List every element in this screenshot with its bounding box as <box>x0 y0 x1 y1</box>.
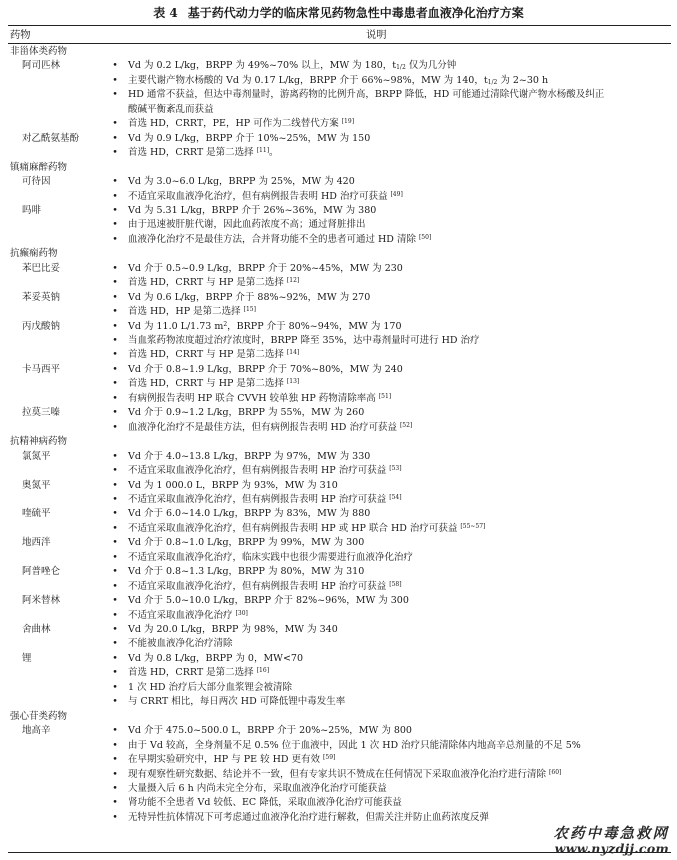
table-row <box>8 392 671 405</box>
note-text: 由于迅速被肝脏代谢，因此血药浓度不高；通过肾脏排出 <box>128 219 366 231</box>
drug-name: 苯巴比妥 <box>22 262 61 274</box>
table-row <box>8 594 671 607</box>
table-row <box>8 334 671 347</box>
bullet-icon: • <box>112 407 118 419</box>
note-text: 首选 HD，CRRT 与 HP 是第二选择 [12] <box>128 277 300 289</box>
table-row <box>8 175 671 188</box>
note-text: 无特异性抗体情况下可考虑通过血液净化治疗进行解救，但需关注并防止血药浓度反弹 <box>128 811 490 823</box>
drug-name: 可待因 <box>22 176 51 188</box>
top-rule <box>8 25 671 26</box>
note-text: Vd 介于 6.0~14.0 L/kg，BRPP 为 83%，MW 为 880 <box>128 508 371 520</box>
table-row <box>8 522 671 535</box>
table-row <box>8 739 671 752</box>
bullet-icon: • <box>112 291 118 303</box>
bullet-icon: • <box>112 551 118 563</box>
bullet-icon: • <box>112 508 118 520</box>
table-row <box>8 565 671 578</box>
note-text: 不能被血液净化治疗清除 <box>128 638 233 650</box>
note-text: 首选 HD，CRRT 是第二选择 [16] <box>128 667 270 679</box>
header-description: 说明 <box>366 29 387 41</box>
table-row <box>8 146 671 159</box>
header-drug: 药物 <box>10 29 31 41</box>
bullet-icon: • <box>112 609 118 621</box>
bullet-icon: • <box>112 60 118 72</box>
drug-name: 苯妥英钠 <box>22 291 61 303</box>
table-row <box>8 348 671 361</box>
drug-name: 地高辛 <box>22 725 51 737</box>
table-row <box>8 753 671 766</box>
table-row <box>8 421 671 434</box>
note-text: Vd 为 0.2 L/kg，BRPP 为 49%~70% 以上，MW 为 180，$t_{1/2}$ 仅为几分钟 <box>128 60 457 72</box>
note-text: Vd 为 0.6 L/kg，BRPP 介于 88%~92%，MW 为 270 <box>128 291 371 303</box>
category-row <box>8 710 671 723</box>
note-text: 不适宜采取血液净化治疗 [30] <box>128 609 248 621</box>
note-text: Vd 介于 0.8~1.3 L/kg，BRPP 为 80%，MW 为 310 <box>128 566 365 578</box>
table-row <box>8 320 671 333</box>
bullet-icon: • <box>112 465 118 477</box>
table-row <box>8 724 671 737</box>
bullet-icon: • <box>112 450 118 462</box>
drug-category: 抗癫痫药物 <box>10 248 58 260</box>
drug-name: 卡马西平 <box>22 363 61 375</box>
note-text: 由于 Vd 较高，全身剂量不足 0.5% 位于血液中，因此 1 次 HD 治疗只能清除体内地高辛总剂量的不足 5% <box>128 739 581 751</box>
note-text: 1 次 HD 治疗后大部分血浆锂会被清除 <box>128 681 293 693</box>
drug-name: 奥氮平 <box>22 479 51 491</box>
note-text: 大量摄入后 6 h 内尚未完全分布，采取血液净化治疗可能获益 <box>128 782 387 794</box>
drug-name: 喹硫平 <box>22 508 51 520</box>
note-text: 现有观察性研究数据、结论并不一致，但有专家共识不赞成在任何情况下采取血液净化治疗进行清除 [60] <box>128 768 562 780</box>
note-text: Vd 为 3.0~6.0 L/kg，BRPP 为 25%，MW 为 420 <box>128 176 355 188</box>
bullet-icon: • <box>112 768 118 780</box>
drug-name: 对乙酰氨基酚 <box>22 132 80 144</box>
table-row <box>8 796 671 809</box>
table-row <box>8 132 671 145</box>
bullet-icon: • <box>112 74 118 86</box>
bullet-icon: • <box>112 320 118 332</box>
table-row <box>8 768 671 781</box>
bullet-icon: • <box>112 147 118 159</box>
note-text: Vd 介于 0.5~0.9 L/kg，BRPP 介于 20%~45%，MW 为 230 <box>128 262 403 274</box>
table-title <box>0 4 677 21</box>
category-row <box>8 247 671 260</box>
bullet-icon: • <box>112 421 118 433</box>
table-row <box>8 117 671 130</box>
bullet-icon: • <box>112 681 118 693</box>
drug-name: 阿米替林 <box>22 595 61 607</box>
note-text: 血液净化治疗不是最佳方法，合并肾功能不全的患者可通过 HD 清除 [50] <box>128 233 432 245</box>
note-text: HD 通常不获益，但达中毒剂量时，游离药物的比例升高，BRPP 降低，HD 可能通过清除代谢产物水杨酸及纠正 <box>128 89 605 101</box>
table-row <box>8 637 671 650</box>
table-row <box>8 190 671 203</box>
table-row <box>8 464 671 477</box>
bullet-icon: • <box>112 595 118 607</box>
note-text: Vd 为 1 000.0 L，BRPP 为 93%，MW 为 310 <box>128 479 338 491</box>
bullet-icon: • <box>112 306 118 318</box>
note-text: Vd 介于 475.0~500.0 L，BRPP 介于 20%~25%，MW 为 800 <box>128 725 412 737</box>
note-text: 不适宜采取血液净化治疗，但有病例报告表明 HP 治疗可获益 [53] <box>128 465 402 477</box>
drug-name: 丙戊酸钠 <box>22 320 61 332</box>
header-rule <box>8 43 671 44</box>
bullet-icon: • <box>112 262 118 274</box>
bullet-icon: • <box>112 233 118 245</box>
table-row <box>8 493 671 506</box>
table-row <box>8 233 671 246</box>
bullet-icon: • <box>112 204 118 216</box>
table-row <box>8 695 671 708</box>
note-text: Vd 介于 0.8~1.9 L/kg，BRPP 介于 70%~80%，MW 为 240 <box>128 363 403 375</box>
bullet-icon: • <box>112 725 118 737</box>
drug-name: 地西泮 <box>22 537 51 549</box>
note-text: 酸碱平衡紊乱而获益 <box>128 103 214 115</box>
drug-name: 锂 <box>22 652 32 664</box>
table-row <box>8 609 671 622</box>
drug-category: 非甾体类药物 <box>10 46 68 57</box>
bullet-icon: • <box>112 363 118 375</box>
bullet-icon: • <box>112 811 118 823</box>
table-row <box>8 652 671 665</box>
bullet-icon: • <box>112 335 118 346</box>
drug-name: 阿普唑仑 <box>22 566 61 578</box>
note-text: Vd 为 20.0 L/kg，BRPP 为 98%，MW 为 340 <box>128 624 338 635</box>
table-row <box>8 276 671 289</box>
table-number: 表 4 <box>153 6 178 20</box>
table-row <box>8 623 671 636</box>
bullet-icon: • <box>112 652 118 664</box>
table-row <box>8 580 671 593</box>
bullet-icon: • <box>112 89 118 101</box>
note-text: 首选 HD，CRRT 与 HP 是第二选择 [14] <box>128 349 300 361</box>
table-row <box>8 291 671 304</box>
drug-name: 阿司匹林 <box>22 60 61 72</box>
table-row <box>8 536 671 549</box>
category-row <box>8 435 671 448</box>
table-row <box>8 103 671 116</box>
table-row <box>8 204 671 217</box>
note-text: Vd 介于 5.0~10.0 L/kg，BRPP 介于 82%~96%，MW 为 300 <box>128 595 409 607</box>
bullet-icon: • <box>112 754 118 766</box>
table-row <box>8 363 671 376</box>
note-text: Vd 为 0.8 L/kg，BRPP 为 0，MW<70 <box>128 652 303 664</box>
table-row <box>8 479 671 492</box>
note-text: 主要代谢产物水杨酸的 Vd 为 0.17 L/kg，BRPP 介于 66%~98%，MW 为 140，$t_{1/2}$ 为 2~30 h <box>128 74 549 86</box>
note-text: 不适宜采取血液净化治疗，但有病例报告表明 HD 治疗可获益 [49] <box>128 190 403 202</box>
drug-category: 强心苷类药物 <box>10 710 68 722</box>
table-row <box>8 305 671 318</box>
table-row <box>8 406 671 419</box>
bullet-icon: • <box>112 493 118 505</box>
bullet-icon: • <box>112 132 118 144</box>
table-row <box>8 377 671 390</box>
note-text: 首选 HD，CRRT 与 HP 是第二选择 [13] <box>128 378 300 390</box>
bullet-icon: • <box>112 638 118 650</box>
note-text: 首选 HD，HP 是第二选择 [15] <box>128 306 256 318</box>
drug-category: 抗精神病药物 <box>10 436 68 448</box>
note-text: 不适宜采取血液净化治疗，但有病例报告表明 HP 治疗可获益 [54] <box>128 493 402 505</box>
bullet-icon: • <box>112 667 118 679</box>
bullet-icon: • <box>112 349 118 361</box>
drug-name: 拉莫三嗪 <box>22 407 61 419</box>
table-row <box>8 507 671 520</box>
table-row <box>8 551 671 564</box>
table-row <box>8 74 671 87</box>
bullet-icon: • <box>112 176 118 188</box>
bullet-icon: • <box>112 797 118 809</box>
bullet-icon: • <box>112 479 118 491</box>
note-text: 不适宜采取血液净化治疗，临床实践中也很少需要进行血液净化治疗 <box>128 551 414 563</box>
note-text: 在早期实验研究中，HP 与 PE 较 HD 更有效 [59] <box>128 754 336 766</box>
table-row <box>8 88 671 101</box>
bullet-icon: • <box>112 624 118 635</box>
bullet-icon: • <box>112 190 118 202</box>
table-row <box>8 450 671 463</box>
note-text: Vd 介于 0.8~1.0 L/kg，BRPP 为 99%，MW 为 300 <box>128 537 365 549</box>
table-row <box>8 681 671 694</box>
note-text: 与 CRRT 相比，每日两次 HD 可降低锂中毒发生率 <box>128 696 346 708</box>
table-row <box>8 59 671 72</box>
note-text: Vd 介于 0.9~1.2 L/kg，BRPP 为 55%，MW 为 260 <box>128 407 365 419</box>
bullet-icon: • <box>112 696 118 708</box>
bullet-icon: • <box>112 118 118 130</box>
bullet-icon: • <box>112 392 118 404</box>
note-text: Vd 介于 4.0~13.8 L/kg，BRPP 为 97%，MW 为 330 <box>128 450 371 462</box>
note-text: 首选 HD，CRRT 是第二选择 [11]。 <box>128 147 279 159</box>
drug-name: 氯氮平 <box>22 450 51 462</box>
note-text: 肾功能不全患者 Vd 较低、EC 降低，采取血液净化治疗可能获益 <box>128 797 402 809</box>
bullet-icon: • <box>112 782 118 794</box>
note-text: 不适宜采取血液净化治疗，但有病例报告表明 HP 治疗可获益 [58] <box>128 580 402 592</box>
note-text: Vd 为 5.31 L/kg，BRPP 介于 26%~36%，MW 为 380 <box>128 204 377 216</box>
table-row <box>8 218 671 231</box>
table-row <box>8 262 671 275</box>
note-text: Vd 为 0.9 L/kg，BRPP 介于 10%~25%，MW 为 150 <box>128 132 371 144</box>
table-row <box>8 811 671 824</box>
note-text: Vd 为 11.0 L/1.73 $m^2$，BRPP 介于 80%~94%，MW 为 170 <box>128 320 402 332</box>
table-caption: 基于药代动力学的临床常见药物急性中毒患者血液净化治疗方案 <box>187 6 524 20</box>
bullet-icon: • <box>112 739 118 751</box>
drug-name: 吗啡 <box>22 204 42 216</box>
note-text: 有病例报告表明 HP 联合 CVVH 较单独 HP 药物清除率高 [51] <box>128 392 392 404</box>
drug-category: 镇痛麻醉药物 <box>10 161 68 173</box>
category-row <box>8 161 671 174</box>
bullet-icon: • <box>112 219 118 231</box>
table-row <box>8 666 671 679</box>
table-row <box>8 782 671 795</box>
note-text: 不适宜采取血液净化治疗，但有病例报告表明 HP 或 HP 联合 HD 治疗可获益 [55~57] <box>128 522 486 534</box>
note-text: 当血浆药物浓度超过治疗浓度时，BRPP 降至 35%，达中毒剂量时可进行 HD 治疗 <box>128 335 480 346</box>
bullet-icon: • <box>112 378 118 390</box>
watermark-site-name: 农药中毒急救网 <box>553 825 669 842</box>
bullet-icon: • <box>112 277 118 289</box>
drug-name: 舍曲林 <box>22 624 51 635</box>
bullet-icon: • <box>112 537 118 549</box>
bullet-icon: • <box>112 580 118 592</box>
bullet-icon: • <box>112 522 118 534</box>
note-text: 血液净化治疗不是最佳方法，但有病例报告表明 HD 治疗可获益 [52] <box>128 421 413 433</box>
category-row <box>8 45 671 58</box>
watermark-url: www.nyzdjj.com <box>554 841 669 856</box>
watermark <box>554 826 670 856</box>
note-text: 首选 HD，CRRT，PE，HP 可作为二线替代方案 [19] <box>128 118 355 130</box>
bullet-icon: • <box>112 566 118 578</box>
